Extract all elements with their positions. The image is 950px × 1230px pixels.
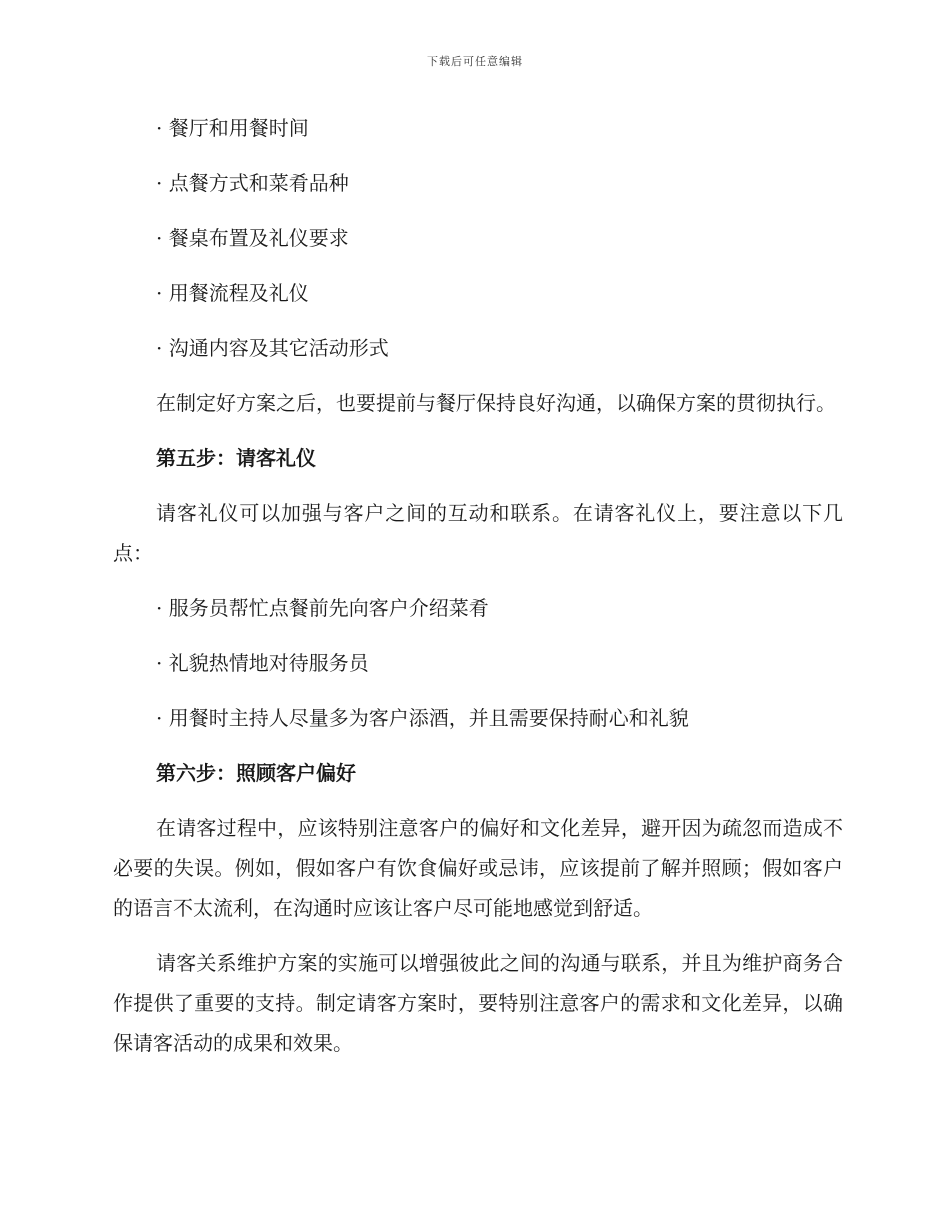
- paragraph: 在制定好方案之后，也要提前与餐厅保持良好沟通，以确保方案的贯彻执行。: [156, 391, 836, 415]
- bullet-item: · 沟通内容及其它活动形式: [156, 336, 389, 360]
- bullet-item: · 餐桌布置及礼仪要求: [156, 226, 349, 250]
- bullet-item: · 礼貌热情地对待服务员: [156, 651, 369, 675]
- section-heading: 第六步：照顾客户偏好: [156, 761, 356, 785]
- page-header: 下载后可任意编辑: [427, 55, 523, 68]
- section-heading: 第五步：请客礼仪: [156, 446, 316, 470]
- document-body: [113, 108, 843, 1078]
- paragraph: 请客礼仪可以加强与客户之间的互动和联系。在请客礼仪上，要注意以下几点：: [113, 501, 843, 565]
- bullet-item: · 用餐时主持人尽量多为客户添酒，并且需要保持耐心和礼貌: [156, 706, 689, 730]
- bullet-item: · 餐厅和用餐时间: [156, 116, 309, 140]
- paragraph: 请客关系维护方案的实施可以增强彼此之间的沟通与联系，并且为维护商务合作提供了重要的支持。制定请客方案时，要特别注意客户的需求和文化差异，以确保请客活动的成果和效果。: [113, 951, 843, 1055]
- bullet-item: · 点餐方式和菜肴品种: [156, 171, 349, 195]
- bullet-item: · 服务员帮忙点餐前先向客户介绍菜肴: [156, 596, 489, 620]
- paragraph: 在请客过程中，应该特别注意客户的偏好和文化差异，避开因为疏忽而造成不必要的失误。例如，假如客户有饮食偏好或忌讳，应该提前了解并照顾；假如客户的语言不太流利，在沟通时应该让客户尽可能地感觉到舒适。: [113, 816, 843, 920]
- bullet-item: · 用餐流程及礼仪: [156, 281, 309, 305]
